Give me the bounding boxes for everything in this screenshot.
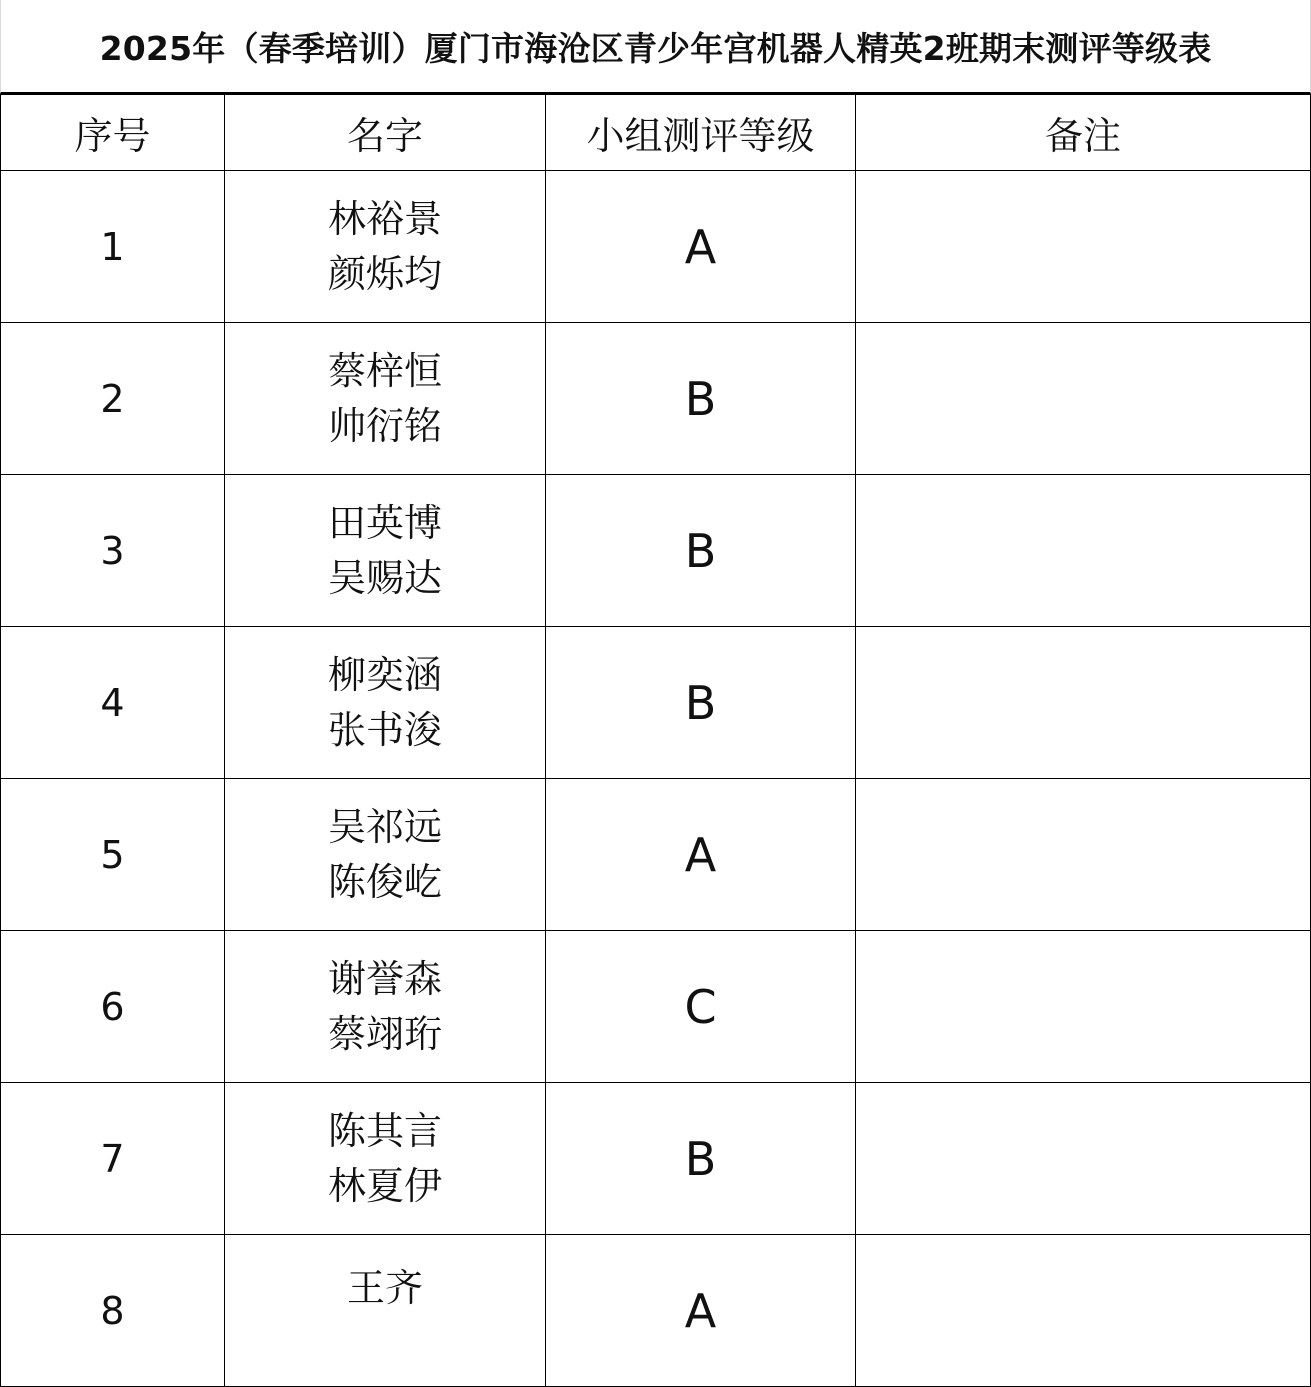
student-name: 田英博 <box>327 500 442 545</box>
cell-names[interactable] <box>225 627 546 779</box>
page-title: 2025年（春季培训）厦门市海沧区青少年宫机器人精英2班期末测评等级表 <box>99 28 1212 68</box>
cell-note[interactable] <box>856 627 1311 779</box>
cell-number[interactable]: 2 <box>1 323 225 475</box>
cell-number[interactable]: 6 <box>1 931 225 1083</box>
cell-number[interactable]: 8 <box>1 1235 225 1387</box>
cell-number[interactable]: 7 <box>1 1083 225 1235</box>
cell-names[interactable] <box>225 475 546 627</box>
title-row <box>0 0 1311 94</box>
table-row <box>1 627 1311 779</box>
cell-note[interactable] <box>856 931 1311 1083</box>
cell-note[interactable] <box>856 1235 1311 1387</box>
table-body <box>1 171 1311 1387</box>
cell-number[interactable]: 5 <box>1 779 225 931</box>
header-no[interactable]: 序号 <box>1 95 225 171</box>
header-grade[interactable]: 小组测评等级 <box>546 95 856 171</box>
table-row <box>1 475 1311 627</box>
cell-grade[interactable]: B <box>546 627 856 779</box>
student-name: 王齐 <box>346 1266 423 1310</box>
table-row <box>1 1235 1311 1387</box>
cell-names[interactable] <box>225 323 546 475</box>
table-row <box>1 323 1311 475</box>
student-name: 张书浚 <box>327 707 442 752</box>
student-name: 林夏伊 <box>327 1163 442 1208</box>
cell-note[interactable] <box>856 323 1311 475</box>
cell-number[interactable]: 1 <box>1 171 225 323</box>
cell-names[interactable] <box>225 1235 546 1387</box>
cell-names[interactable] <box>225 779 546 931</box>
student-name: 谢誉森 <box>327 956 442 1001</box>
cell-note[interactable] <box>856 171 1311 323</box>
cell-note[interactable] <box>856 1083 1311 1235</box>
cell-number[interactable]: 4 <box>1 627 225 779</box>
student-name: 蔡翊珩 <box>327 1011 442 1056</box>
header-note[interactable]: 备注 <box>856 95 1311 171</box>
student-name: 帅衍铭 <box>327 403 442 448</box>
cell-grade[interactable]: B <box>546 323 856 475</box>
grade-table <box>0 94 1311 1387</box>
cell-names[interactable] <box>225 1083 546 1235</box>
student-name: 陈其言 <box>327 1108 442 1153</box>
cell-note[interactable] <box>856 475 1311 627</box>
student-name: 吴赐达 <box>327 555 442 600</box>
student-name: 林裕景 <box>327 196 442 241</box>
cell-note[interactable] <box>856 779 1311 931</box>
cell-grade[interactable]: C <box>546 931 856 1083</box>
cell-grade[interactable]: A <box>546 1235 856 1387</box>
header-name[interactable]: 名字 <box>225 95 546 171</box>
cell-grade[interactable]: B <box>546 1083 856 1235</box>
student-name: 蔡梓恒 <box>327 348 442 393</box>
cell-names[interactable] <box>225 931 546 1083</box>
table-row <box>1 171 1311 323</box>
table-row <box>1 931 1311 1083</box>
student-name: 颜烁均 <box>327 251 442 296</box>
cell-grade[interactable]: B <box>546 475 856 627</box>
student-name: 吴祁远 <box>327 804 442 849</box>
table-row <box>1 779 1311 931</box>
cell-number[interactable]: 3 <box>1 475 225 627</box>
student-name: 柳奕涵 <box>327 652 442 697</box>
cell-grade[interactable]: A <box>546 779 856 931</box>
table-row <box>1 1083 1311 1235</box>
header-row <box>1 95 1311 171</box>
cell-names[interactable] <box>225 171 546 323</box>
cell-grade[interactable]: A <box>546 171 856 323</box>
student-name: 陈俊屹 <box>327 859 442 904</box>
